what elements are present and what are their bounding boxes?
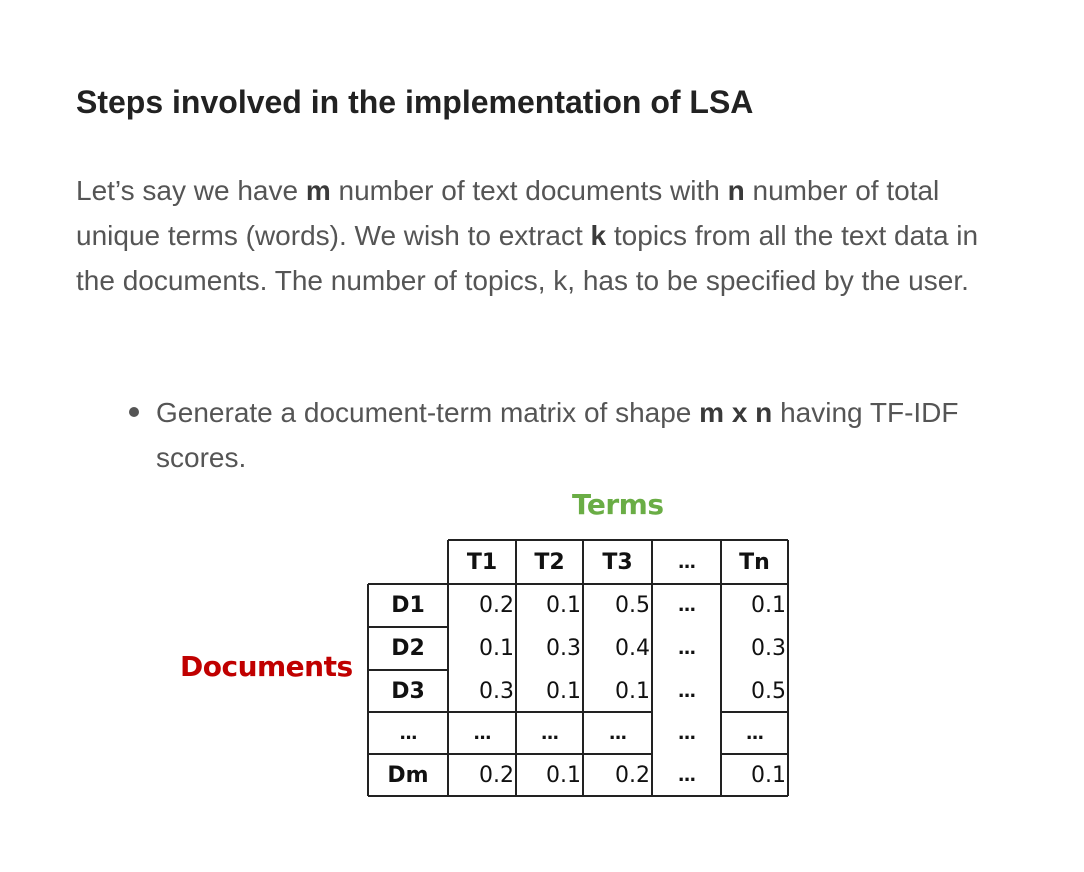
row-label: Dm — [387, 762, 429, 788]
matrix-cell: ... — [677, 722, 696, 744]
matrix-cell: 0.1 — [479, 636, 514, 661]
intro-text-4: topics from all the text data in the documents. The number of topics, k, has to be specified by the user. — [76, 220, 979, 296]
section-heading: Steps involved in the implementation of LSA — [76, 84, 754, 120]
row-label: D1 — [391, 593, 425, 618]
matrix-cell: ... — [677, 764, 696, 786]
matrix-cell: 0.3 — [479, 678, 514, 704]
intro-n: n — [727, 175, 745, 206]
column-header: Tn — [739, 549, 770, 575]
documents-label: Documents — [180, 650, 353, 683]
column-header: T1 — [466, 549, 498, 575]
matrix-cell: 0.1 — [546, 762, 581, 788]
matrix-cell: ... — [677, 680, 696, 702]
matrix-cell: 0.1 — [546, 593, 581, 618]
matrix-cell: 0.1 — [751, 593, 786, 618]
intro-text-2: number of text documents with — [330, 175, 728, 206]
matrix-cell: ... — [540, 722, 559, 744]
matrix-cell: 0.1 — [615, 678, 650, 704]
matrix-cell: 0.3 — [546, 636, 581, 661]
matrix-cell: ... — [473, 722, 491, 744]
row-label: ... — [399, 722, 417, 744]
row-label: D2 — [391, 636, 425, 661]
intro-k: k — [590, 220, 607, 251]
step-text-2: having TF-IDF scores. — [156, 397, 959, 473]
matrix-cell: ... — [608, 722, 627, 744]
matrix-cell: 0.5 — [751, 678, 786, 704]
intro-text-1: Let’s say we have — [76, 175, 306, 206]
matrix-cell: 0.3 — [751, 636, 786, 661]
matrix-cell: ... — [745, 722, 764, 744]
matrix-cell: ... — [677, 638, 696, 659]
matrix-cell: 0.2 — [615, 762, 650, 788]
step-text-1: Generate a document-term matrix of shape — [156, 397, 700, 428]
intro-m: m — [305, 175, 331, 206]
matrix-cell: 0.1 — [546, 678, 581, 704]
intro-text-3: number of total unique terms (words). We wish to extract — [76, 175, 940, 251]
column-header: T2 — [534, 549, 565, 575]
matrix-cell: 0.2 — [479, 593, 514, 618]
row-label: D3 — [391, 678, 425, 704]
column-header: ... — [677, 551, 696, 573]
matrix-cell: 0.5 — [615, 593, 650, 618]
matrix-cell: 0.2 — [479, 762, 514, 788]
matrix-cell: 0.1 — [751, 762, 786, 788]
matrix-cell: ... — [677, 595, 696, 616]
terms-label: Terms — [572, 488, 664, 521]
column-header: T3 — [602, 549, 633, 575]
step-shape: m x n — [699, 397, 773, 428]
matrix-cell: 0.4 — [615, 636, 650, 661]
